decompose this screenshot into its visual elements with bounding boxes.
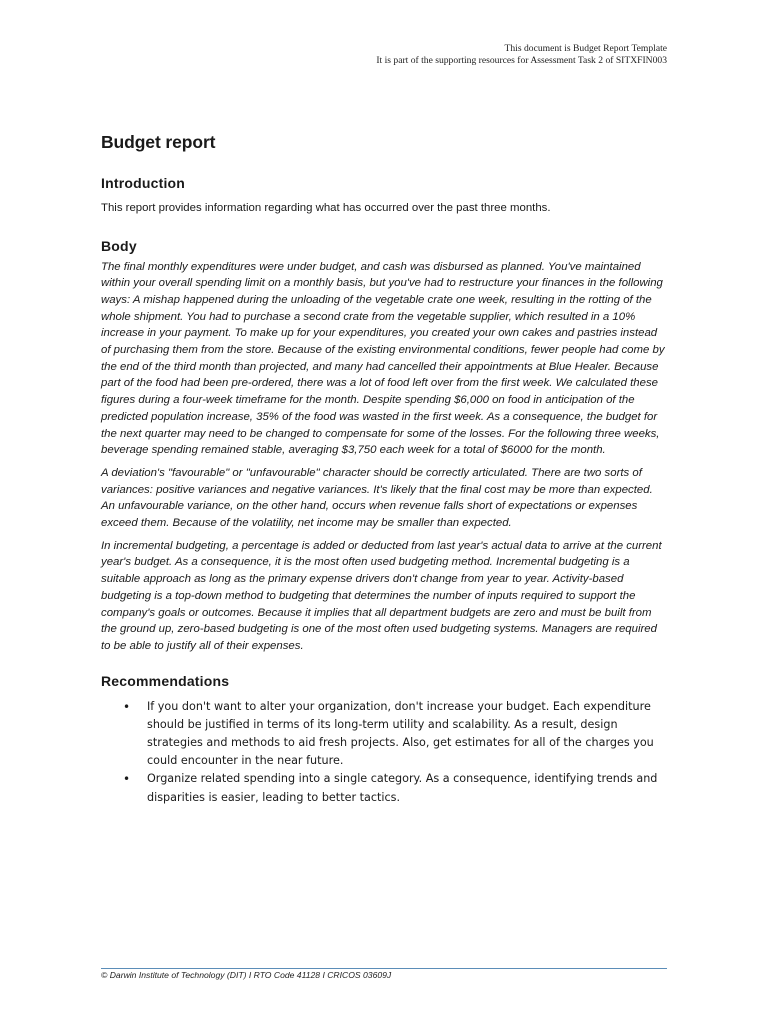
bullet-icon: • [123, 699, 131, 714]
body-paragraph-2: A deviation's "favourable" or "unfavourable" character should be correctly articulated. There are two sorts of variances: positive variances and negative variances. It's likely that the final cost may be more than expected. An unfavourable variance, on the other hand, occurs when revenue falls short of expectations or expenses exceed them. Because of the volatility, net income may be smaller than expected. [101, 466, 653, 530]
recommendation-item [101, 698, 667, 771]
footer-text: © Darwin Institute of Technology (DIT) I RTO Code 41128 I CRICOS 03609J [101, 970, 392, 980]
introduction-heading: Introduction [101, 175, 186, 191]
bullet-icon: • [123, 772, 131, 787]
body-heading: Body [101, 237, 137, 254]
recommendations-heading: Recommendations [101, 672, 230, 689]
footer-divider [101, 968, 667, 969]
recommendation-text: If you don't want to alter your organization, don't increase your budget. Each expenditure should be justified in terms of its long-term utility and scalability. As a result, design strategies and methods to aid fresh projects. Also, get estimates for all of the charges you could encounter in the near future. [147, 699, 654, 768]
header-line-2: It is part of the supporting resources for Assessment Task 2 of SITXFIN003 [376, 54, 667, 66]
document-content [101, 132, 667, 807]
header-line-1: This document is Budget Report Template [504, 43, 667, 54]
recommendations-list [101, 698, 667, 807]
body-paragraph-3: In incremental budgeting, a percentage is added or deducted from last year's actual data to arrive at the current year's budget. As a consequence, it is the most often used budgeting method. Incremental budgeting is a suitable approach as long as the primary expense drivers don't change from year to year. Activity-based budgeting is a top-down method to budgeting that determines the number of inputs required to support the company's goals or outcomes. Because it implies that all department budgets are zero and must be built from the ground up, zero-based budgeting is one of the most often used budgeting systems. Managers are required to be able to justify all of their expenses. [101, 539, 662, 652]
recommendation-item [101, 770, 667, 806]
introduction-text: This report provides information regarding what has occurred over the past three months. [101, 202, 551, 214]
document-header [376, 43, 667, 66]
body-paragraph-1: The final monthly expenditures were under budget, and cash was disbursed as planned. You've maintained within your overall spending limit on a monthly basis, but you've had to restructure your finances in the following ways: A mishap happened during the unloading of the vegetable crate one week, resulting in the rotting of the whole shipment. You had to purchase a second crate from the vegetable supplier, which resulted in a 10% increase in your payment. To make up for your expenditures, you created your own cakes and pastries instead of purchasing them from the store. Because of the existing environmental conditions, fewer people had come by the end of the third month than projected, and many had cancelled their appointments at Blue Healer. Because part of the food had been pre-ordered, there was a lot of food left over from the first week. We calculated these figures during a four-week timeframe for the month. Despite spending $6,000 on food in anticipation of the predicted population increase, 35% of the food was wasted in the first week. As a consequence, the budget for the next quarter may need to be changed to compensate for some of the losses. For the following three weeks, beverage spending remained stable, averaging $3,750 each week for a total of $6000 for the month. [101, 260, 665, 457]
document-title: Budget report [101, 132, 216, 152]
recommendation-text: Organize related spending into a single category. As a consequence, identifying trends and disparities is easier, leading to better tactics. [147, 772, 658, 804]
